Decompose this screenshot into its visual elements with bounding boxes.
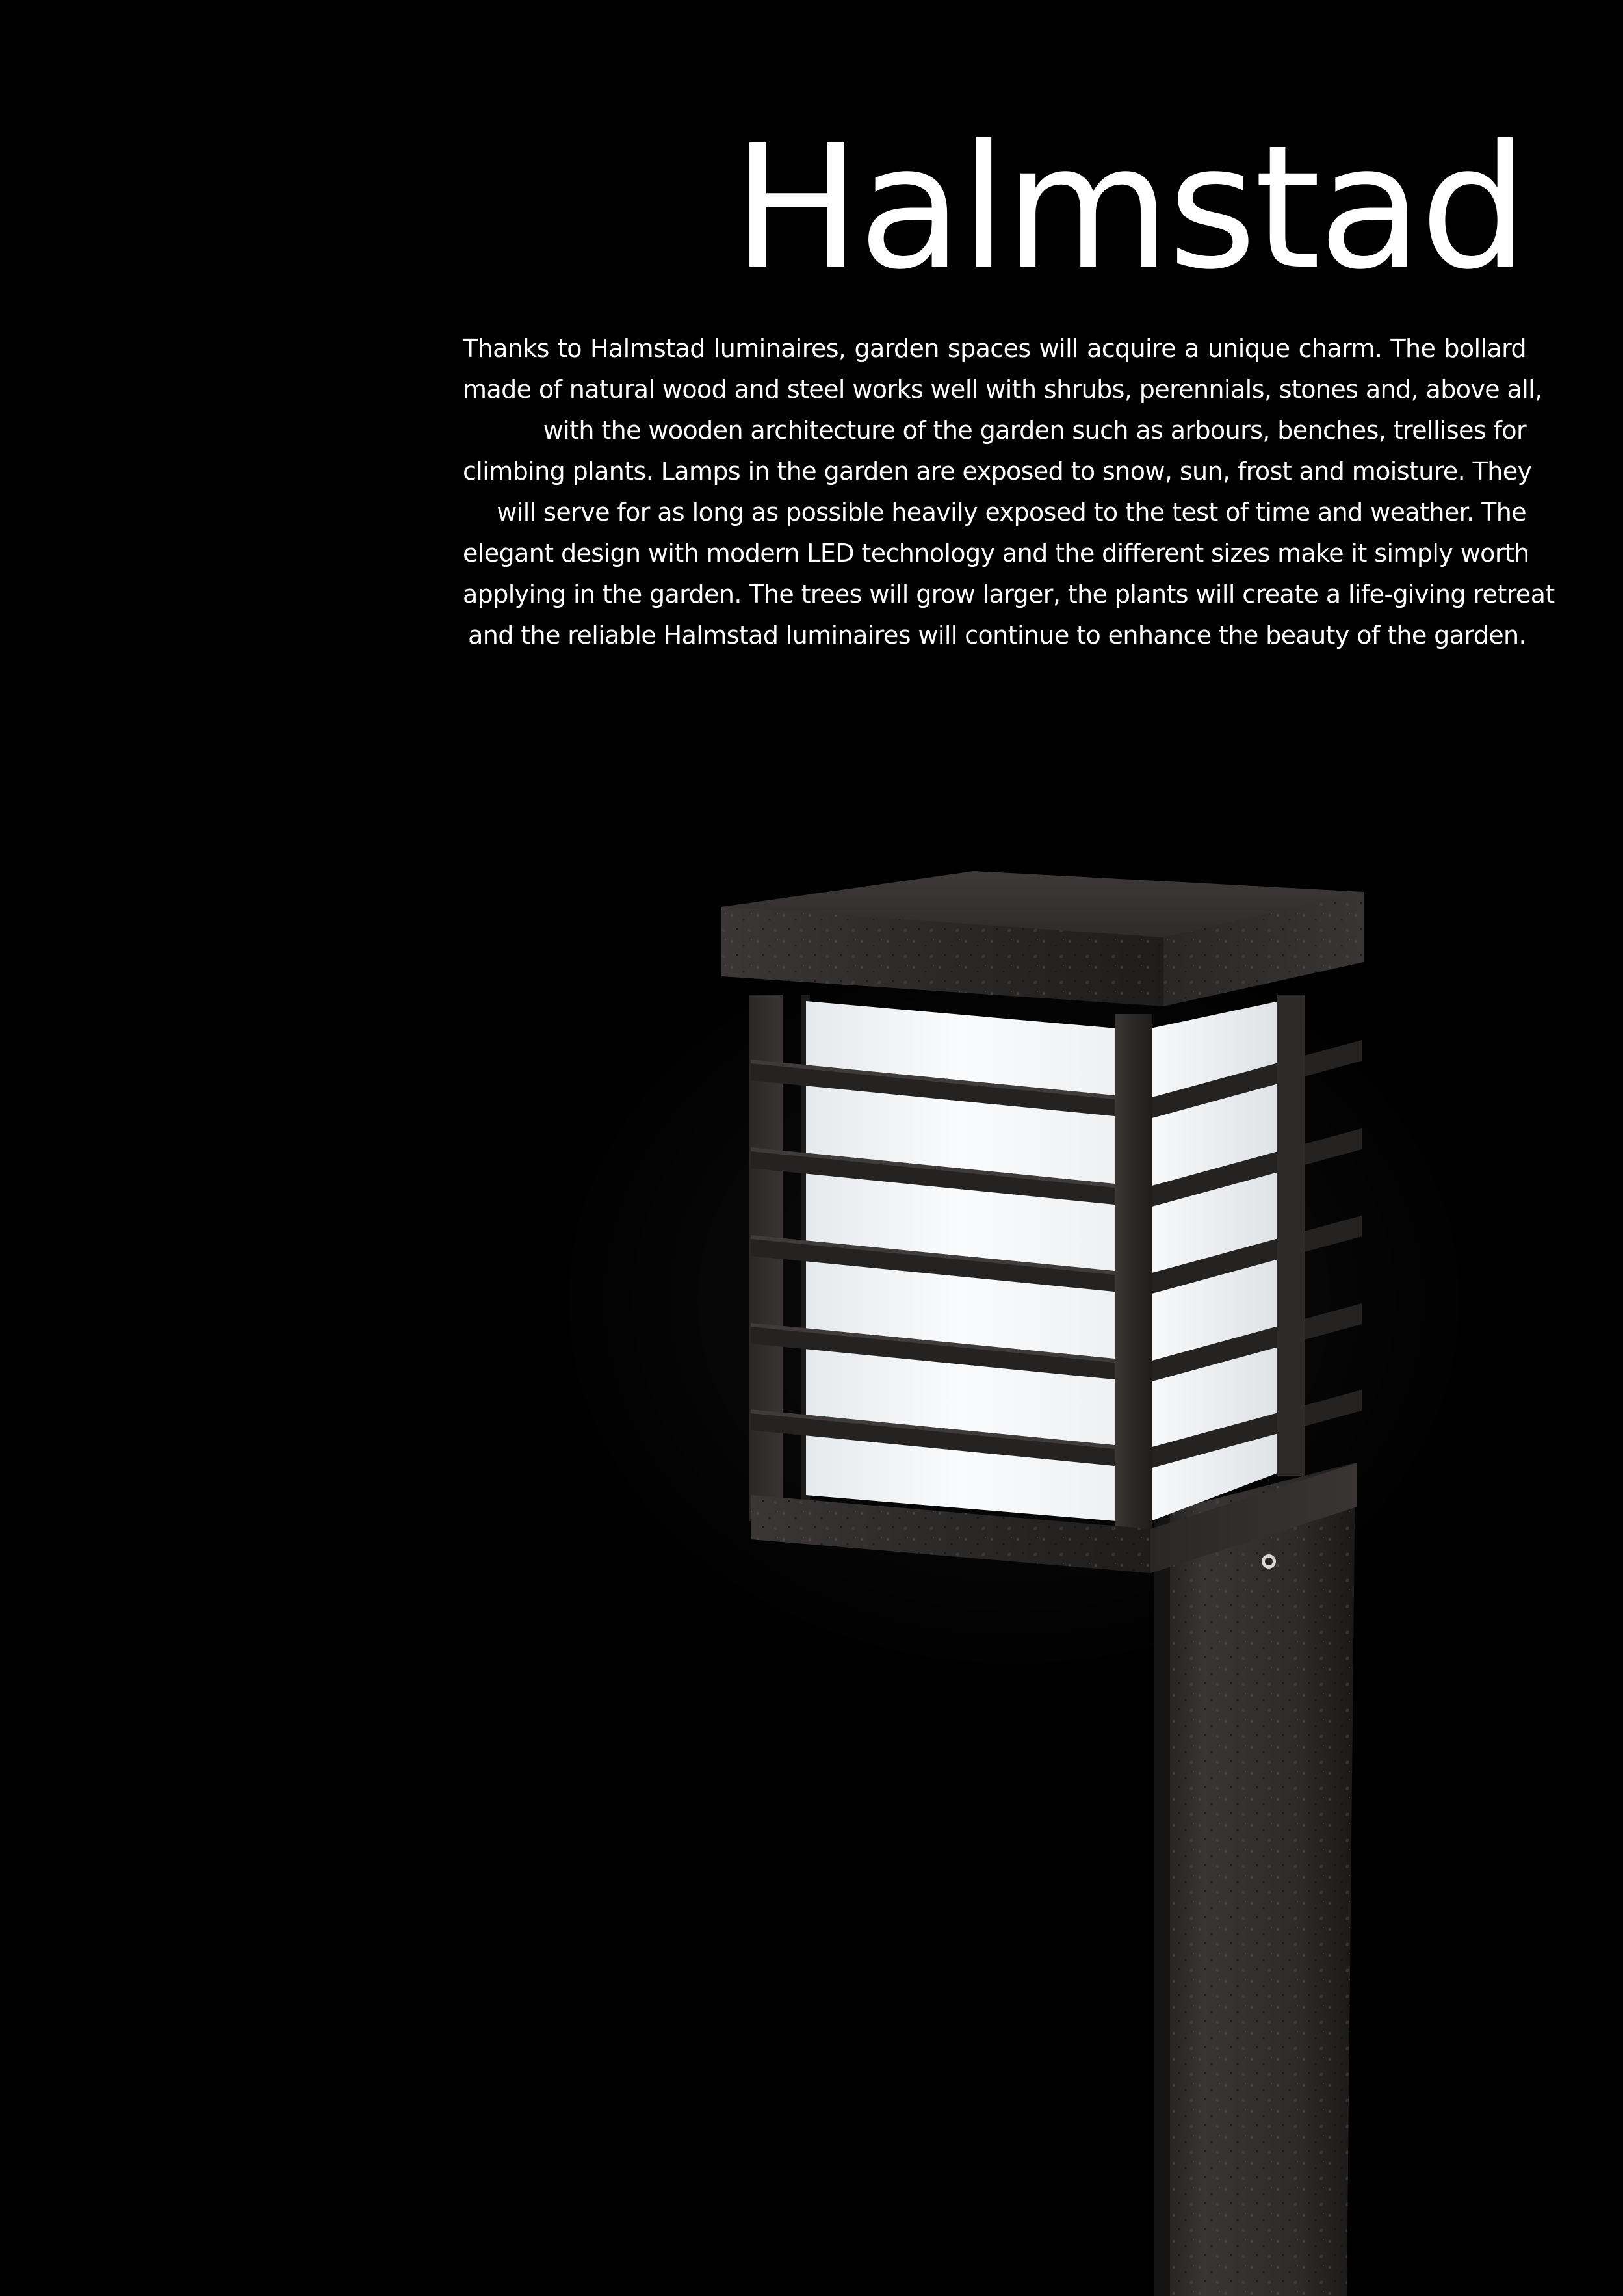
bollard-lamp-illustration	[0, 845, 1623, 2296]
description-line: made of natural wood and steel works well with shrubs, perennials, stones and, above all,	[463, 375, 1542, 404]
description-line: Thanks to Halmstad luminaires, garden spaces will acquire a unique charm. The bollard	[463, 334, 1526, 363]
description-line: applying in the garden. The trees will grow larger, the plants will create a life-giving retreat	[463, 580, 1555, 608]
bollard-pole	[1154, 1463, 1355, 2296]
description-line: climbing plants. Lamps in the garden are exposed to snow, sun, frost and moisture. They	[463, 457, 1532, 486]
description-line: with the wooden architecture of the garden such as arbours, benches, trellises for	[543, 416, 1526, 445]
product-description	[463, 328, 1555, 656]
page-title: Halmstad	[733, 109, 1526, 307]
bollard-lamp-photo	[0, 845, 1623, 2296]
description-line: and the reliable Halmstad luminaires will continue to enhance the beauty of the garden.	[468, 621, 1526, 649]
description-line: will serve for as long as possible heavily exposed to the test of time and weather. The	[497, 498, 1526, 527]
description-line: elegant design with modern LED technology and the different sizes make it simply worth	[463, 539, 1529, 567]
